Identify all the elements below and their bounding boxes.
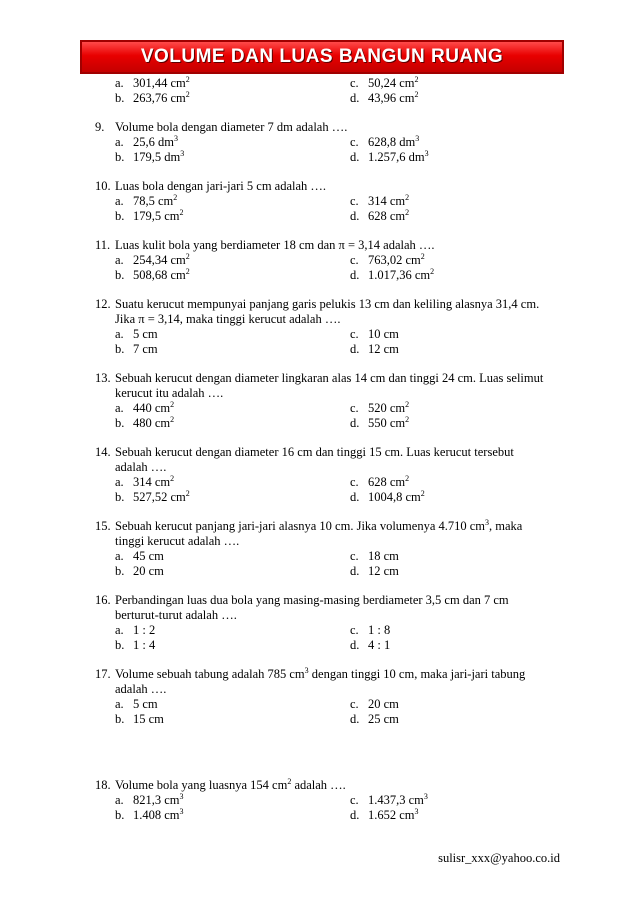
title-banner (80, 40, 564, 74)
question-text-segment: Luas kulit bola yang berdiameter 18 cm dan π = 3,14 adalah …. (115, 238, 435, 252)
answer-option (115, 327, 350, 342)
answer-option (115, 808, 350, 823)
option-letter: c. (350, 793, 359, 807)
question-number: 10. (95, 179, 111, 193)
option-letter: b. (115, 150, 125, 164)
option-unit-exponent: 3 (179, 792, 184, 801)
answer-option (350, 808, 585, 823)
option-text (368, 91, 419, 106)
option-letter: c. (350, 549, 359, 563)
option-unit-exponent: 2 (405, 415, 410, 424)
option-text (133, 91, 190, 106)
answer-option (115, 638, 350, 653)
answer-option (115, 342, 350, 357)
option-text (368, 712, 399, 727)
question-indent (95, 312, 115, 327)
page-title: VOLUME DAN LUAS BANGUN RUANG (140, 46, 504, 67)
question-number: 14. (95, 445, 111, 459)
option-letter: d. (350, 268, 360, 282)
question-text-segment: tinggi kerucut adalah …. (115, 534, 240, 548)
option-letter: b. (115, 342, 125, 356)
option-unit-exponent: 3 (424, 149, 429, 158)
option-unit-exponent: 3 (179, 807, 184, 816)
option-text (133, 342, 158, 357)
question-line (95, 534, 565, 549)
option-text (133, 793, 184, 808)
question-item (95, 667, 565, 727)
option-letter: b. (115, 564, 125, 578)
option-value: 15 cm (133, 712, 164, 726)
question-text-segment: Sebuah kerucut dengan diameter lingkaran alas 14 cm dan tinggi 24 cm. Luas selimut (115, 371, 544, 385)
option-value: 1.257,6 dm (368, 150, 425, 164)
answer-options (115, 697, 565, 727)
answer-option (350, 268, 585, 283)
answer-option (115, 268, 350, 283)
question-line (95, 682, 565, 697)
option-letter: c. (350, 253, 359, 267)
option-letter: a. (115, 76, 124, 90)
question-item (95, 179, 565, 224)
question-text (115, 371, 565, 386)
option-text (133, 401, 174, 416)
answer-option (115, 150, 350, 165)
question-text-segment: Luas bola dengan jari-jari 5 cm adalah …. (115, 179, 327, 193)
option-unit-exponent: 3 (415, 134, 420, 143)
option-value: 12 cm (368, 342, 399, 356)
option-text (133, 135, 178, 150)
answer-option (350, 475, 585, 490)
option-value: 628,8 dm (368, 135, 416, 149)
option-text (133, 475, 174, 490)
option-value: 78,5 cm (133, 194, 174, 208)
option-value: 263,76 cm (133, 91, 186, 105)
answer-option (115, 475, 350, 490)
answer-options (115, 327, 565, 357)
question-text-segment: Volume bola dengan diameter 7 dm adalah …. (115, 120, 348, 134)
option-text (133, 549, 164, 564)
answer-option (350, 549, 585, 564)
option-letter: d. (350, 712, 360, 726)
answer-option (350, 793, 585, 808)
option-text (368, 490, 425, 505)
option-letter: d. (350, 150, 360, 164)
option-text (368, 194, 409, 209)
question-text-segment: Perbandingan luas dua bola yang masing-masing berdiameter 3,5 cm dan 7 cm (115, 593, 509, 607)
option-value: 1 : 2 (133, 623, 156, 637)
answer-option (350, 564, 585, 579)
question-text (115, 519, 565, 534)
answer-options (115, 194, 565, 224)
option-text (368, 475, 409, 490)
question-item (95, 238, 565, 283)
option-unit-exponent: 2 (405, 193, 410, 202)
option-value: 628 cm (368, 209, 406, 223)
question-text (115, 297, 565, 312)
unit-exponent: 3 (485, 518, 490, 527)
option-value: 527,52 cm (133, 490, 186, 504)
option-value: 821,3 cm (133, 793, 180, 807)
question-text (115, 778, 565, 793)
question-line (95, 778, 565, 793)
question-line (95, 297, 565, 312)
unit-exponent: 2 (287, 777, 292, 786)
question-text (115, 460, 565, 475)
option-unit-exponent: 2 (185, 489, 190, 498)
option-value: 4 : 1 (368, 638, 391, 652)
option-text (368, 401, 409, 416)
option-text (133, 712, 164, 727)
question-item (95, 445, 565, 505)
question-item (95, 120, 565, 165)
answer-options (115, 401, 565, 431)
question-text (115, 682, 565, 697)
question-item (95, 297, 565, 357)
question-text-segment: Volume sebuah tabung adalah 785 cm (115, 667, 305, 681)
option-value: 254,34 cm (133, 253, 186, 267)
answer-option (350, 342, 585, 357)
question-text-segment: Sebuah kerucut dengan diameter 16 cm dan tinggi 15 cm. Luas kerucut tersebut (115, 445, 514, 459)
option-unit-exponent: 2 (185, 90, 190, 99)
question-text-segment: Sebuah kerucut panjang jari-jari alasnya 10 cm. Jika volumenya 4.710 cm (115, 519, 486, 533)
option-text (368, 253, 425, 268)
option-text (368, 135, 419, 150)
answer-options (115, 623, 565, 653)
option-letter: d. (350, 490, 360, 504)
option-letter: c. (350, 697, 359, 711)
option-text (368, 327, 399, 342)
question-line (95, 120, 565, 135)
option-letter: a. (115, 549, 124, 563)
option-letter: b. (115, 712, 125, 726)
question-text-segment: adalah …. (115, 460, 167, 474)
question-text (115, 312, 565, 327)
question-number: 11. (95, 238, 111, 252)
question-text (115, 120, 565, 135)
question-item (95, 371, 565, 431)
option-letter: a. (115, 401, 124, 415)
option-unit-exponent: 2 (405, 208, 410, 217)
option-letter: d. (350, 91, 360, 105)
option-text (368, 76, 419, 91)
option-letter: c. (350, 327, 359, 341)
option-unit-exponent: 3 (423, 792, 428, 801)
option-letter: b. (115, 638, 125, 652)
answer-option (350, 416, 585, 431)
answer-option (115, 135, 350, 150)
question-item (95, 778, 565, 823)
question-line (95, 179, 565, 194)
answer-option (115, 793, 350, 808)
question-text (115, 593, 565, 608)
option-letter: d. (350, 416, 360, 430)
option-text (133, 150, 184, 165)
option-text (368, 638, 390, 653)
option-value: 301,44 cm (133, 76, 186, 90)
option-value: 7 cm (133, 342, 158, 356)
option-text (133, 268, 190, 283)
unit-exponent: 3 (304, 666, 309, 675)
option-text (133, 564, 164, 579)
option-unit-exponent: 2 (405, 400, 410, 409)
option-text (133, 194, 177, 209)
option-text (133, 697, 158, 712)
answer-option (350, 327, 585, 342)
answer-option (350, 135, 585, 150)
answer-option (350, 150, 585, 165)
option-value: 12 cm (368, 564, 399, 578)
answer-option (115, 490, 350, 505)
question-line (95, 608, 565, 623)
question-text (115, 386, 565, 401)
question-text (115, 667, 565, 682)
question-text-segment: Volume bola yang luasnya 154 cm (115, 778, 288, 792)
answer-option (115, 697, 350, 712)
option-text (368, 564, 399, 579)
option-letter: d. (350, 564, 360, 578)
option-text (368, 623, 390, 638)
question-line (95, 238, 565, 253)
answer-option (115, 253, 350, 268)
option-letter: d. (350, 342, 360, 356)
answer-options (115, 253, 565, 283)
option-unit-exponent: 2 (179, 208, 184, 217)
option-unit-exponent: 3 (180, 149, 185, 158)
option-value: 763,02 cm (368, 253, 421, 267)
answer-options (115, 549, 565, 579)
option-letter: d. (350, 209, 360, 223)
question-number: 17. (95, 667, 111, 681)
option-letter: b. (115, 490, 125, 504)
option-text (368, 549, 399, 564)
answer-option (115, 209, 350, 224)
answer-option (350, 209, 585, 224)
answer-option (350, 401, 585, 416)
question-line (95, 593, 565, 608)
question-line (95, 386, 565, 401)
answer-option (350, 697, 585, 712)
question-item (95, 593, 565, 653)
option-unit-exponent: 2 (420, 252, 425, 261)
option-value: 1.408 cm (133, 808, 180, 822)
option-value: 1.437,3 cm (368, 793, 424, 807)
option-text (368, 150, 429, 165)
option-unit-exponent: 2 (170, 474, 175, 483)
option-text (368, 416, 409, 431)
option-letter: c. (350, 76, 359, 90)
question-number: 9. (95, 120, 105, 134)
question-text-segment: , maka (489, 519, 523, 533)
option-text (133, 623, 155, 638)
option-unit-exponent: 3 (173, 134, 178, 143)
option-value: 20 cm (133, 564, 164, 578)
answer-option (115, 194, 350, 209)
answer-options (115, 76, 565, 106)
option-letter: a. (115, 135, 124, 149)
question-text-segment: adalah …. (291, 778, 346, 792)
option-value: 25 cm (368, 712, 399, 726)
option-letter: c. (350, 135, 359, 149)
answer-option (350, 490, 585, 505)
option-text (133, 209, 184, 224)
option-text (368, 697, 399, 712)
question-text-segment: dengan tinggi 10 cm, maka jari-jari tabung (308, 667, 526, 681)
question-indent (95, 682, 115, 697)
option-text (133, 416, 174, 431)
option-letter: a. (115, 623, 124, 637)
option-letter: b. (115, 268, 125, 282)
option-value: 50,24 cm (368, 76, 415, 90)
option-value: 1004,8 cm (368, 490, 421, 504)
option-letter: c. (350, 401, 359, 415)
question-indent (95, 460, 115, 475)
question-indent (95, 386, 115, 401)
option-unit-exponent: 2 (185, 252, 190, 261)
option-unit-exponent: 2 (405, 474, 410, 483)
option-value: 628 cm (368, 475, 406, 489)
question-text (115, 445, 565, 460)
question-text-segment: adalah …. (115, 682, 167, 696)
option-text (133, 253, 190, 268)
option-value: 25,6 dm (133, 135, 174, 149)
option-value: 179,5 dm (133, 150, 181, 164)
option-value: 480 cm (133, 416, 171, 430)
question-text-segment: Suatu kerucut mempunyai panjang garis pelukis 13 cm dan keliling alasnya 31,4 cm. (115, 297, 540, 311)
option-value: 520 cm (368, 401, 406, 415)
option-letter: a. (115, 697, 124, 711)
option-text (133, 490, 190, 505)
option-text (133, 327, 158, 342)
option-unit-exponent: 2 (185, 75, 190, 84)
option-value: 314 cm (368, 194, 406, 208)
option-letter: a. (115, 253, 124, 267)
answer-option (115, 549, 350, 564)
question-list (95, 76, 565, 823)
question-text (115, 238, 565, 253)
answer-options (115, 135, 565, 165)
answer-option (350, 253, 585, 268)
option-value: 45 cm (133, 549, 164, 563)
option-unit-exponent: 2 (170, 400, 175, 409)
option-letter: b. (115, 416, 125, 430)
answer-option (115, 416, 350, 431)
option-value: 1.652 cm (368, 808, 415, 822)
question-line (95, 312, 565, 327)
answer-option (115, 91, 350, 106)
option-unit-exponent: 2 (414, 75, 419, 84)
question-text-segment: kerucut itu adalah …. (115, 386, 224, 400)
option-value: 5 cm (133, 327, 158, 341)
option-unit-exponent: 2 (173, 193, 178, 202)
option-letter: c. (350, 623, 359, 637)
question-number: 12. (95, 297, 111, 311)
question-line (95, 519, 565, 534)
answer-options (115, 475, 565, 505)
answer-option (115, 564, 350, 579)
option-text (368, 209, 409, 224)
answer-option (350, 194, 585, 209)
question-line (95, 371, 565, 386)
question-text-segment: berturut-turut adalah …. (115, 608, 237, 622)
question-text-segment: Jika π = 3,14, maka tinggi kerucut adalah …. (115, 312, 341, 326)
answer-option (115, 76, 350, 91)
option-unit-exponent: 2 (185, 267, 190, 276)
answer-option (350, 623, 585, 638)
question-number: 15. (95, 519, 111, 533)
option-text (133, 76, 190, 91)
option-value: 1 : 8 (368, 623, 391, 637)
answer-option (350, 76, 585, 91)
answer-option (115, 623, 350, 638)
question-indent (95, 534, 115, 549)
option-value: 43,96 cm (368, 91, 415, 105)
option-value: 314 cm (133, 475, 171, 489)
answer-option (350, 638, 585, 653)
option-text (368, 808, 419, 823)
option-value: 1.017,36 cm (368, 268, 431, 282)
option-letter: a. (115, 475, 124, 489)
option-letter: b. (115, 91, 125, 105)
option-text (133, 808, 184, 823)
option-value: 5 cm (133, 697, 158, 711)
question-line (95, 667, 565, 682)
option-text (133, 638, 155, 653)
footer-email: sulisr_xxx@yahoo.co.id (438, 851, 560, 865)
option-letter: a. (115, 793, 124, 807)
option-letter: c. (350, 475, 359, 489)
option-unit-exponent: 2 (420, 489, 425, 498)
option-letter: d. (350, 808, 360, 822)
option-text (368, 342, 399, 357)
answer-option (115, 712, 350, 727)
option-value: 440 cm (133, 401, 171, 415)
option-value: 1 : 4 (133, 638, 156, 652)
question-line (95, 445, 565, 460)
question-text (115, 608, 565, 623)
option-letter: a. (115, 194, 124, 208)
question-text (115, 534, 565, 549)
option-value: 508,68 cm (133, 268, 186, 282)
question-number: 16. (95, 593, 111, 607)
option-value: 10 cm (368, 327, 399, 341)
answer-option (350, 91, 585, 106)
option-value: 550 cm (368, 416, 406, 430)
option-unit-exponent: 2 (414, 90, 419, 99)
question-item (95, 519, 565, 579)
question-line (95, 460, 565, 475)
option-letter: b. (115, 209, 125, 223)
option-unit-exponent: 2 (170, 415, 175, 424)
option-letter: c. (350, 194, 359, 208)
option-unit-exponent: 3 (414, 807, 419, 816)
answer-options (115, 793, 565, 823)
option-letter: b. (115, 808, 125, 822)
question-text (115, 179, 565, 194)
answer-option (115, 401, 350, 416)
option-text (368, 268, 434, 283)
option-letter: d. (350, 638, 360, 652)
answer-option (350, 712, 585, 727)
option-text (368, 793, 428, 808)
option-letter: a. (115, 327, 124, 341)
option-value: 20 cm (368, 697, 399, 711)
question-number: 13. (95, 371, 111, 385)
option-value: 179,5 cm (133, 209, 180, 223)
question-number: 18. (95, 778, 111, 792)
option-unit-exponent: 2 (430, 267, 435, 276)
question-indent (95, 608, 115, 623)
option-value: 18 cm (368, 549, 399, 563)
